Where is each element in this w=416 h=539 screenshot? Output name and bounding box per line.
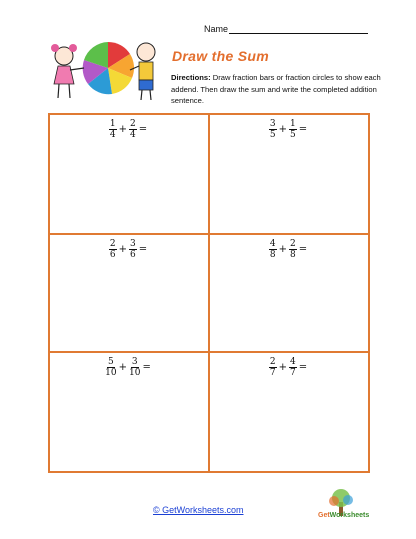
problem-box[interactable] <box>50 352 209 471</box>
problem-box[interactable] <box>209 234 368 353</box>
problem-box[interactable] <box>50 115 209 234</box>
addition-sentence <box>50 119 208 140</box>
problem-box[interactable] <box>50 234 209 353</box>
addend-fraction: $\frac{5}{10}$ <box>105 357 117 379</box>
addend-fraction: $\frac{4}{8}$ <box>269 238 276 260</box>
addend-fraction: $\frac{3}{6}$ <box>130 238 136 260</box>
addend-fraction: $\frac{4}{7}$ <box>290 357 296 379</box>
addition-sentence <box>210 357 368 378</box>
addend-fraction: $\frac{1}{5}$ <box>290 119 296 140</box>
directions-text: Draw fraction bars or fraction circles to show each addend. Then draw the sum and write the completed addition sentence. <box>171 73 381 106</box>
addend-fraction: $\frac{2}{6}$ <box>109 238 116 260</box>
equals-sign: = <box>298 124 308 135</box>
equals-sign: = <box>142 362 151 374</box>
plus-sign: + <box>118 124 127 135</box>
problem-grid <box>48 113 370 473</box>
name-line[interactable] <box>229 33 368 34</box>
addend-fraction: $\frac{1}{4}$ <box>109 119 116 140</box>
plus-sign: + <box>278 362 287 374</box>
equals-sign: = <box>298 243 308 255</box>
addition-sentence <box>50 239 208 260</box>
worksheet-title: Draw the Sum <box>172 48 269 64</box>
addition-sentence <box>50 357 208 378</box>
equals-sign: = <box>138 243 148 255</box>
tree-logo-icon <box>312 488 372 528</box>
kids-with-fraction-circle-illustration <box>46 38 162 102</box>
problem-box[interactable] <box>209 352 368 471</box>
logo-get: Get <box>318 512 330 519</box>
addend-fraction: $\frac{2}{4}$ <box>130 119 136 140</box>
addend-fraction: $\frac{3}{10}$ <box>129 357 141 379</box>
name-label: Name <box>204 24 229 34</box>
addend-fraction: $\frac{2}{8}$ <box>290 238 296 260</box>
getworksheets-link[interactable]: © GetWorksheets.com <box>153 505 244 515</box>
directions <box>171 72 381 107</box>
problem-box[interactable] <box>209 115 368 234</box>
logo-worksheets: Worksheets <box>329 512 370 519</box>
addend-fraction: $\frac{2}{7}$ <box>269 357 276 379</box>
addend-fraction: $\frac{3}{5}$ <box>269 119 276 140</box>
plus-sign: + <box>278 243 287 255</box>
plus-sign: + <box>118 243 127 255</box>
equals-sign: = <box>298 362 308 374</box>
addition-sentence <box>210 239 368 260</box>
getworksheets-logo <box>318 512 369 519</box>
addition-sentence <box>210 119 368 140</box>
directions-label: Directions: <box>171 73 211 82</box>
equals-sign: = <box>138 124 148 135</box>
plus-sign: + <box>278 124 287 135</box>
plus-sign: + <box>118 362 127 374</box>
